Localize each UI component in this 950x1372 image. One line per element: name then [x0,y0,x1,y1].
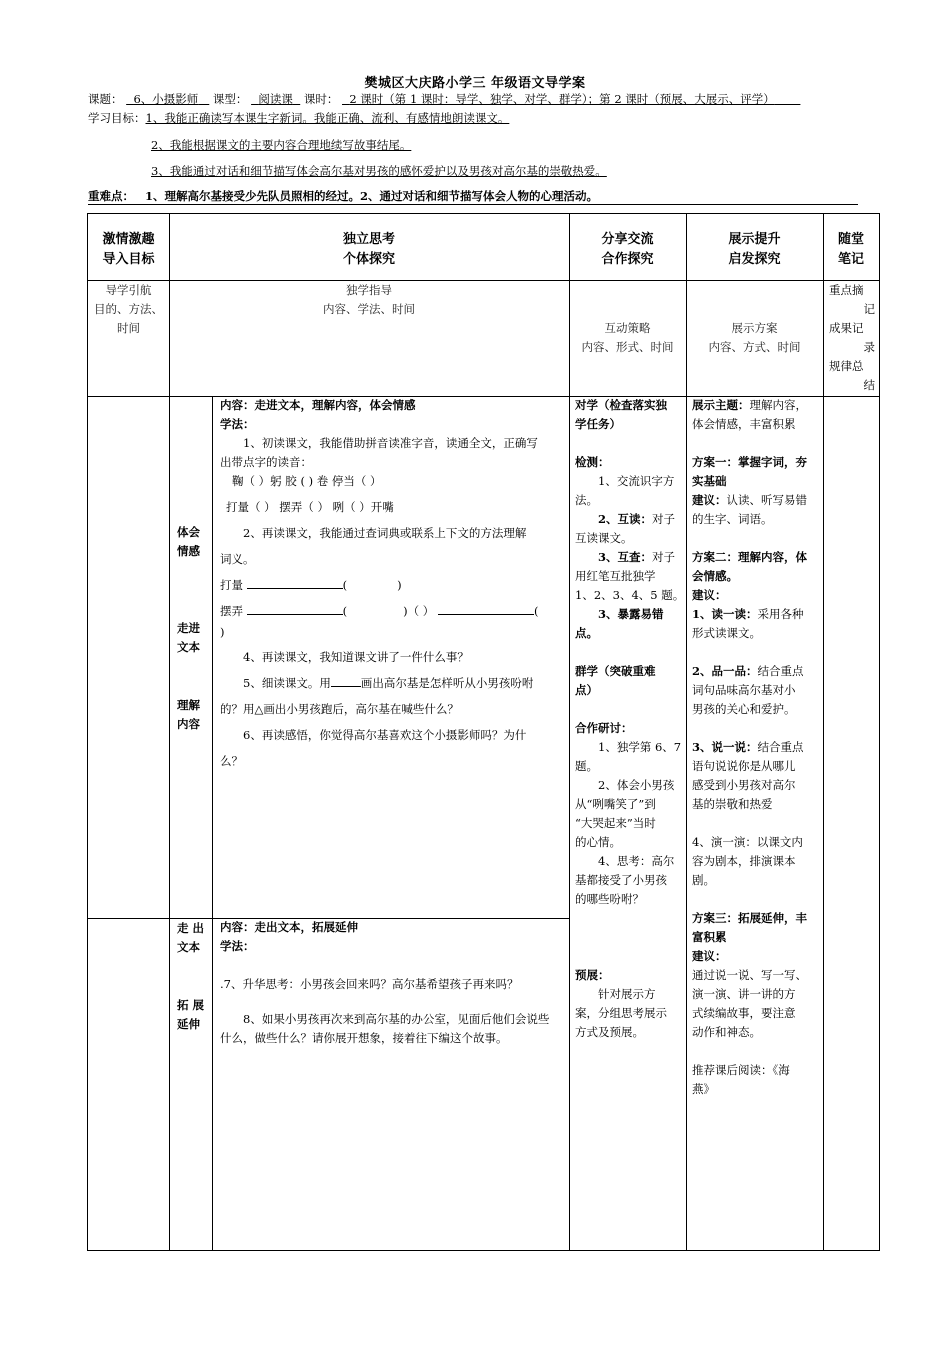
class-hours-value: 2 课时（第 1 课时：导学、独学、对学、群学）；第 2 课时（预展、大展示、评学） [349,92,775,106]
col-header-show: 展示提升 启发探究 [728,232,781,267]
vocab-line-1: 打量 ( ) [220,578,402,592]
class-hours-label: 课时： [303,92,339,106]
sub-header-independent: 独学指导 内容、学法、时间 [323,283,415,316]
goal-line-3 [151,164,607,179]
topic-value: 6、小摄影师 [133,92,199,106]
key-points-label: 重难点： [88,189,134,203]
col-header-share: 分享交流 合作探究 [601,232,654,267]
goals-label: 学习目标： [88,111,146,125]
lesson-type-value: 阅读课 [258,92,293,106]
study-block-1 [220,396,566,771]
goal-line-1 [88,111,509,126]
question-1-a: 1、初读课文，我能借助拼音读准字音，读通全文，正确写 [243,436,538,450]
goal-1: 1、我能正确读写本课生字新词。我能正确、流利、有感情地朗读课文。 [145,111,510,125]
sub-header-share: 互动策略 内容、形式、时间 [581,321,674,354]
vocab-line-2: 摆弄 ( )（ ） ( [220,604,539,618]
study2-method: 学法： [220,939,255,953]
side-label-feel-emotion: 体会 情感 [177,525,200,558]
sub-header-show: 展示方案 内容、方式、时间 [708,321,801,354]
goal-2: 2、我能根据课文的主要内容合理地续写故事结尾。 [151,138,412,152]
key-points-line [88,189,598,204]
question-6-a: 6、再读感悟，你觉得高尔基喜欢这个小摄影师吗？为什 [243,728,527,742]
key-points-value: 1、理解高尔基接受少先队员照相的经过。2、通过对话和细节描写体会人物的心理活动。 [144,189,598,203]
side-label-understand: 理解 内容 [177,698,200,731]
lesson-type-label: 课型： [212,92,248,106]
question-7: .7、升华思考：小男孩会回来吗？高尔基希望孩子再来吗？ [220,977,519,991]
topic-line [88,92,800,107]
col-header-notes: 随堂 笔记 [837,232,864,267]
share-column: 对学（检查落实独 学任务） 检测： 1、交流识字方 法。 2、互读：对子 互读课文。 3、互查：对子 用红笔互批独学 1、2、3、4、5 题。 3、暴露易错 点。 群学（突破重难 点） 合作研讨： 1、独学第 6、7 题。 2、体会小男孩 从“咧嘴笑了”到 “大哭起来”当时 的心情。 4、思考：高尔 基都接受了小男孩 的哪些吩咐？ 预展： 针对展示方 案，分组思考展示 方式及预展。 [575,398,685,1039]
sub-header-notes: 重点摘 记 成果记 录 规律总 结 [829,283,875,392]
goal-line-2 [151,138,411,153]
col-header-independent: 独立思考 个体探究 [342,232,395,267]
question-1-b: 出带点字的读音： [220,455,312,469]
col-header-intro: 激情激趣 导入目标 [102,232,155,267]
study-method: 学法： [220,417,255,431]
question-6-b: 么？ [220,754,243,768]
key-points-underline [88,204,858,205]
question-5-c: 的？用△画出小男孩跑后，高尔基在喊些什么？ [220,702,459,716]
show-column: 展示主题：理解内容， 体会情感，丰富积累 方案一：掌握字词，夯 实基础 建议：认读、听写易错 的生字、词语。 方案二：理解内容，体 会情感。 建议： 1、读一读：采用各种 形式读课文。 2、品一品：结合重点 词句品味高尔基对小 男孩的关心和爱护。 3、说一说：结合重点 语句说说你是从哪儿 感受到小男孩对高尔 基的崇敬和热爱 4、演一演：以课文内 容为剧本，排演课本 剧。 方案三：拓展延伸，丰 富积累 建议： 通过说一说、写一写、 演一演、讲一讲的方 式续编故事，要注意 动作和神态。 推荐课后阅读：《海 燕》 [692,398,807,1096]
side-label-extend: 拓 展 延伸 [177,998,205,1031]
sub-header-intro: 导学引航 目的、方法、 时间 [94,283,163,335]
question-2-a: 2、再读课文，我能通过查词典或联系上下文的方法理解 [243,526,527,540]
question-2-b: 词义。 [220,552,255,566]
lesson-plan-table [87,213,880,1251]
question-8-a: 8、如果小男孩再次来到高尔基的办公室，见面后他们会说些 [243,1012,550,1026]
pinyin-row-1: 鞠（ ）躬 胶 ( ) 卷 停当（ ） [232,474,382,488]
question-4: 4、再读课文，我知道课文讲了一件什么事？ [243,650,469,664]
vocab-line-2-close: ) [220,625,225,639]
study2-content: 内容：走出文本，拓展延伸 [220,920,358,934]
pinyin-row-2: 打量（ ） 摆弄（ ） 咧（ ）开嘴 [226,500,394,514]
question-5-a: 5、细读课文。用 画出高尔基是怎样听从小男孩吩咐 [243,676,534,690]
side-label-enter-text: 走进 文本 [177,621,200,654]
study-content: 内容：走进文本，理解内容，体会情感 [220,398,416,412]
topic-label: 课题： [88,92,123,106]
goal-3: 3、我能通过对话和细节描写体会高尔基对男孩的感怀爱护以及男孩对高尔基的崇敬热爱。 [151,164,607,178]
question-8-b: 什么，做些什么？请你展开想象，接着往下编这个故事。 [220,1031,508,1045]
page-title: 樊城区大庆路小学三 年级语文导学案 [364,76,586,91]
side-label-exit-text: 走 出 文本 [177,921,205,954]
study-block-2 [220,918,566,1048]
